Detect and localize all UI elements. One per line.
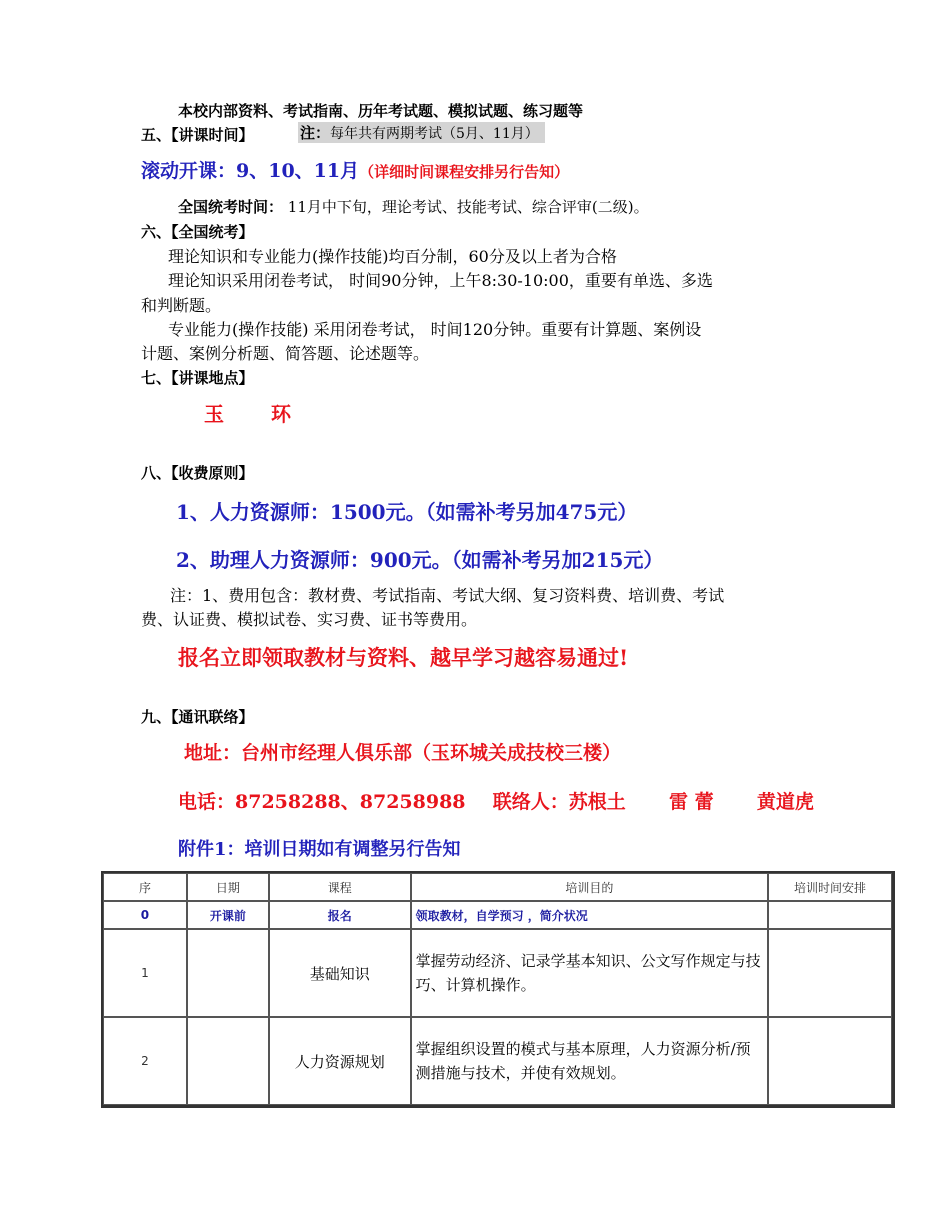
cell-no: 0 <box>103 901 187 929</box>
exam-time-label: 全国统考时间： <box>178 198 284 216</box>
fee-assistant: 2、助理人力资源师：900元。（如需补考另加215元） <box>176 548 664 572</box>
contact-line <box>178 787 814 814</box>
cell-time <box>768 929 892 1017</box>
signup-slogan: 报名立即领取教材与资料、越早学习越容易通过! <box>178 645 629 670</box>
cell-time <box>768 1017 892 1105</box>
contact-person-2: 雷 蕾 <box>669 791 714 813</box>
cell-date: 开课前 <box>187 901 269 929</box>
cell-goal: 掌握组织设置的模式与基本原理，人力资源分析/预测措施与技术，并使有效规划。 <box>411 1017 769 1105</box>
header-goal: 培训目的 <box>411 873 769 901</box>
section6-line: 专业能力(操作技能) 采用闭卷考试， 时间120分钟。重要有计算题、案例设 <box>168 320 702 339</box>
address: 地址：台州市经理人俱乐部（玉环城关成技校三楼） <box>184 742 622 764</box>
rolling-schedule <box>141 156 569 183</box>
cell-time <box>768 901 892 929</box>
cell-goal: 领取教材，自学预习 ，简介状况 <box>411 901 769 929</box>
contact-person: 联络人：苏根土 <box>492 791 626 813</box>
cell-no: 2 <box>103 1017 187 1105</box>
section7-heading: 七、【讲课地点】 <box>141 369 254 387</box>
phone-numbers: 电话：87258288、87258988 <box>178 791 466 813</box>
contact-person-3: 黄道虎 <box>756 791 814 813</box>
cell-course: 基础知识 <box>269 929 411 1017</box>
table-header-row <box>103 873 892 901</box>
rolling-label: 滚动开课：9、10、11月 <box>141 160 360 182</box>
cell-course: 人力资源规划 <box>269 1017 411 1105</box>
cell-no: 1 <box>103 929 187 1017</box>
section6-line: 计题、案例分析题、简答题、论述题等。 <box>141 344 430 363</box>
fee-note-line: 注：1、费用包含：教材费、考试指南、考试大纲、复习资料费、培训费、考试 <box>170 586 725 605</box>
header-time: 培训时间安排 <box>768 873 892 901</box>
section6-heading: 六、【全国统考】 <box>141 223 254 241</box>
note-text: 每年共有两期考试（5月、11月） <box>330 126 539 142</box>
section6-line: 和判断题。 <box>141 296 222 315</box>
section6-line: 理论知识和专业能力(操作技能)均百分制，60分及以上者为合格 <box>168 247 617 266</box>
exam-time <box>178 196 649 217</box>
section6-line: 理论知识采用闭卷考试， 时间90分钟，上午8:30-10:00，重要有单选、多选 <box>168 271 713 290</box>
section8-heading: 八、【收费原则】 <box>141 464 254 482</box>
header-date: 日期 <box>187 873 269 901</box>
exam-time-text: 11月中下旬，理论考试、技能考试、综合评审(二级)。 <box>287 198 649 216</box>
attachment-note: 附件1：培训日期如有调整另行告知 <box>178 839 461 860</box>
note-label: 注： <box>300 124 331 142</box>
cell-goal: 掌握劳动经济、记录学基本知识、公文写作规定与技巧、计算机操作。 <box>411 929 769 1017</box>
cell-date <box>187 929 269 1017</box>
table-row <box>103 901 892 929</box>
header-course: 课程 <box>269 873 411 901</box>
lecture-place: 玉 环 <box>204 402 311 426</box>
section9-heading: 九、【通讯联络】 <box>141 708 254 726</box>
rolling-detail: （详细时间课程安排另行告知） <box>359 163 570 181</box>
cell-date <box>187 1017 269 1105</box>
intro-line: 本校内部资料、考试指南、历年考试题、模拟试题、练习题等 <box>178 102 584 120</box>
table-row <box>103 929 892 1017</box>
header-no: 序 <box>103 873 187 901</box>
table-row <box>103 1017 892 1105</box>
section5-heading: 五、【讲课时间】 <box>141 126 254 144</box>
fee-note-line: 费、认证费、模拟试卷、实习费、证书等费用。 <box>141 610 478 629</box>
section5-note <box>298 122 545 143</box>
fee-senior: 1、人力资源师：1500元。（如需补考另加475元） <box>176 500 638 524</box>
training-schedule-table <box>101 871 895 1108</box>
cell-course: 报名 <box>269 901 411 929</box>
